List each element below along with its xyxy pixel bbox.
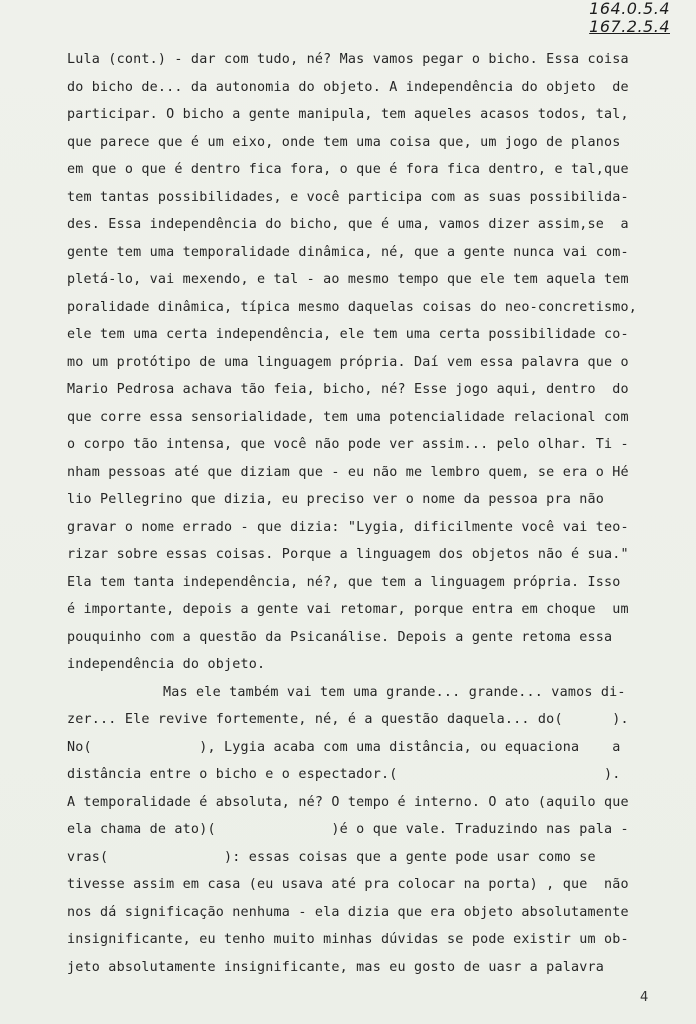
text-line: do bicho de... da autonomia do objeto. A independência do objeto de (67, 79, 629, 95)
text-line: o corpo tão intensa, que você não pode ver assim... pelo olhar. Ti - (67, 437, 629, 452)
text-line: pletá-lo, vai mexendo, e tal - ao mesmo tempo que ele tem aquela tem (67, 272, 629, 287)
text-line: que parece que é um eixo, onde tem uma coisa que, um jogo de planos (67, 134, 621, 150)
text-line: vras( ): essas coisas que a gente pode usar como se (67, 849, 596, 865)
text-line: lio Pellegrino que dizia, eu preciso ver o nome da pessoa pra não (67, 492, 605, 507)
text-line: mo um protótipo de uma linguagem própria. Daí vem essa palavra que o (67, 354, 629, 370)
text-line: ele tem uma certa independência, ele tem uma certa possibilidade co- (67, 327, 629, 342)
text-line: pouquinho com a questão da Psicanálise. Depois a gente retoma essa (67, 629, 613, 645)
text-line: poralidade dinâmica, típica mesmo daquelas coisas do neo-concretismo, (67, 299, 638, 315)
text-line: rizar sobre essas coisas. Porque a linguagem dos objetos não é sua." (67, 547, 629, 562)
text-line-paragraph-start: Mas ele também vai tem uma grande... grande... vamos di- (163, 684, 626, 700)
text-line: em que o que é dentro fica fora, o que é fora fica dentro, e tal,que (67, 162, 629, 177)
text-line: participar. O bicho a gente manipula, tem aqueles acasos todos, tal, (67, 107, 629, 122)
text-line: No( ), Lygia acaba com uma distância, ou equaciona a (67, 739, 621, 755)
text-line: é importante, depois a gente vai retomar, porque entra em choque um (67, 602, 629, 617)
text-line: nos dá significação nenhuma - ela dizia que era objeto absolutamente (67, 904, 629, 920)
text-line: jeto absolutamente insignificante, mas eu gosto de uasr a palavra (67, 959, 605, 975)
text-line: tivesse assim em casa (eu usava até pra colocar na porta) , que não (67, 877, 629, 892)
transcript-body (67, 46, 645, 981)
text-line: distância entre o bicho e o espectador.( ). (67, 767, 621, 782)
text-line: des. Essa independência do bicho, que é uma, vamos dizer assim,se a (67, 217, 629, 232)
text-line: Mario Pedrosa achava tão feia, bicho, né? Esse jogo aqui, dentro do (67, 382, 629, 397)
text-line: independência do objeto. (67, 657, 266, 672)
page-number: 4 (640, 990, 649, 1005)
text-line: insignificante, eu tenho muito minhas dúvidas se pode existir um ob- (67, 932, 629, 947)
text-line: que corre essa sensorialidade, tem uma potencialidade relacional com (67, 409, 629, 425)
archive-code-1: 164.0.5.4 (589, 0, 670, 18)
text-line: zer... Ele revive fortemente, né, é a questão daquela... do( ). (67, 712, 629, 727)
text-line: ela chama de ato)( )é o que vale. Traduzindo nas pala - (67, 822, 629, 837)
text-line: A temporalidade é absoluta, né? O tempo é interno. O ato (aquilo que (67, 794, 629, 810)
text-line: Ela tem tanta independência, né?, que tem a linguagem própria. Isso (67, 574, 621, 590)
archive-code-note (589, 0, 670, 36)
text-line: nham pessoas até que diziam que - eu não me lembro quem, se era o Hé (67, 464, 629, 480)
text-line: tem tantas possibilidades, e você participa com as suas possibilida- (67, 189, 629, 205)
archive-code-2: 167.2.5.4 (589, 17, 670, 36)
text-line: gente tem uma temporalidade dinâmica, né, que a gente nunca vai com- (67, 244, 629, 260)
text-line: Lula (cont.) - dar com tudo, né? Mas vamos pegar o bicho. Essa coisa (67, 52, 629, 67)
text-line: gravar o nome errado - que dizia: "Lygia, dificilmente você vai teo- (67, 519, 629, 535)
